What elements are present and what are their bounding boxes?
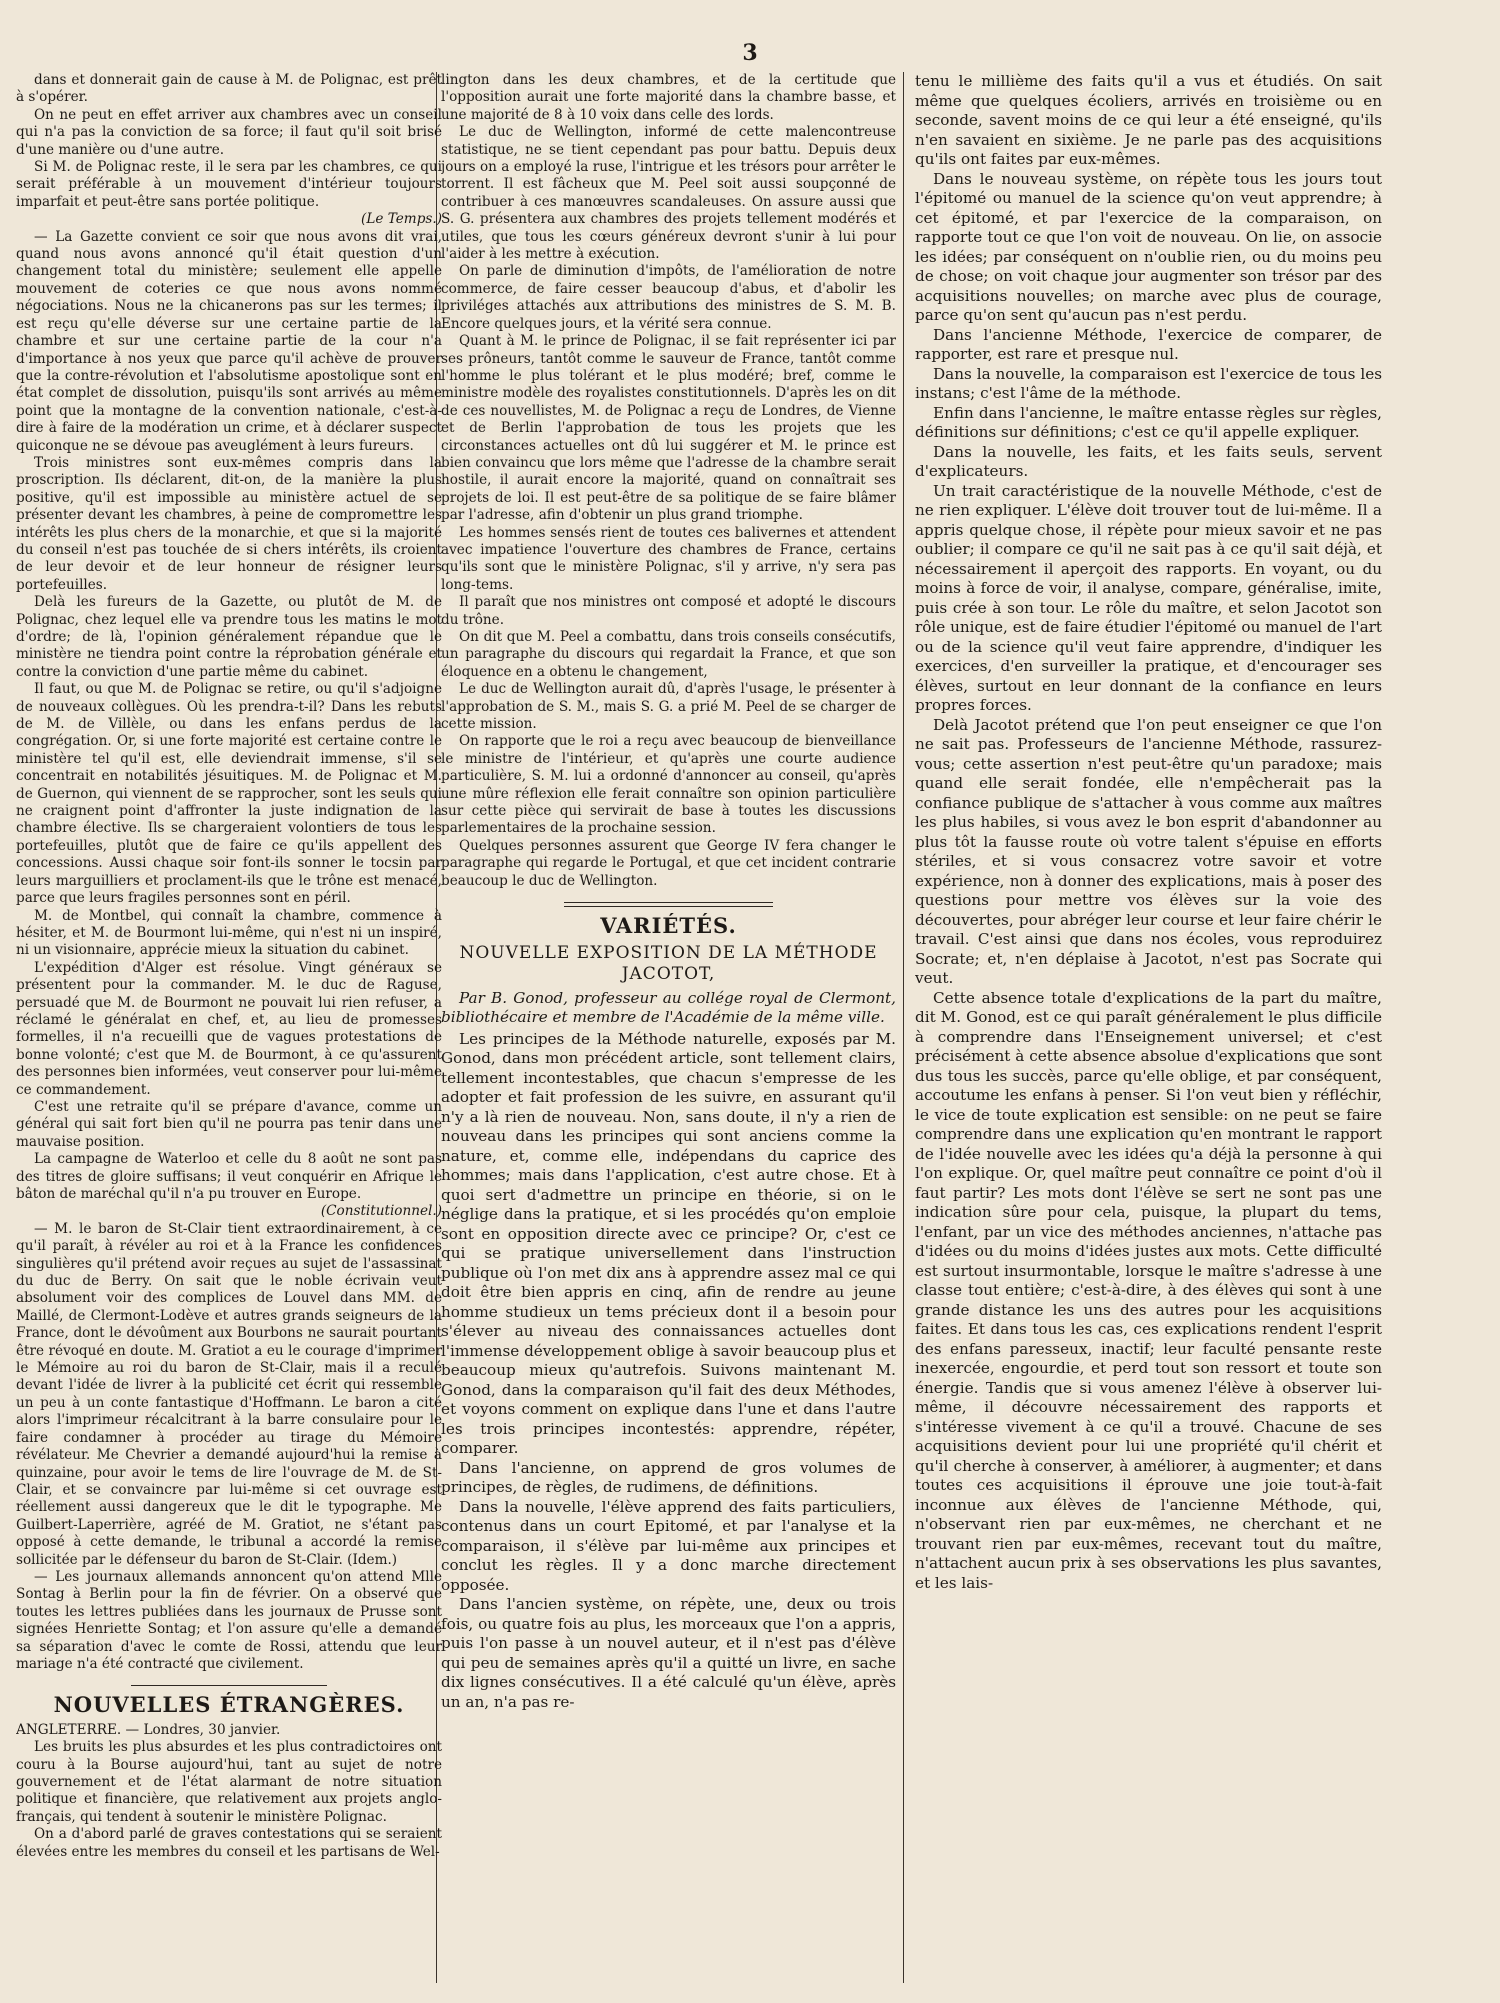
paragraph: Les hommes sensés rient de toutes ces balivernes et attendent avec impatience l'ouverture des chambres de France, certains qu'ils sont que le ministère Polignac, s'il y arrive, n'y sera pas long-tems. (441, 524, 896, 593)
paragraph: lington dans les deux chambres, et de la certitude que l'opposition aurait une forte majorité dans la chambre basse, et une majorité de 8 à 10 voix dans celle des lords. (441, 72, 896, 123)
paragraph: On a d'abord parlé de graves contestations qui se seraient élevées entre les membres du conseil et les partisans de Wel- (16, 1826, 442, 1860)
paragraph: — M. le baron de St-Clair tient extraordinairement, à ce qu'il paraît, à révéler au roi et à la France les confidences singulières qu'il prétend avoir reçues au sujet de l'assassinat du duc de Berry. On sait que le noble écrivain veut absolument voir des complices de Louvel dans MM. de Maillé, de Clermont-Lodève et autres grands seigneurs de la France, dont le dévoûment aux Bourbons ne saurait pourtant être révoqué en doute. M. Gratiot a eu le courage d'imprimer le Mémoire au roi du baron de St-Clair, mais il a reculé devant l'idée de livrer à la publicité cet écrit qui ressemble un peu à un conte fantastique d'Hoffmann. Le baron a cité alors l'imprimeur récalcitrant à la barre consulaire pour le faire condamner à procéder au tirage du Mémoire révélateur. Me Chevrier a demandé aujourd'hui la remise à quinzaine, pour avoir le tems de lire l'ouvrage de M. de St-Clair, et se convaincre par lui-même si cet ouvrage est réellement aussi dangereux que le dit le typographe. Me Guilbert-Laperrière, agréé de M. Gratiot, ne s'étant pas opposé à cette demande, le tribunal a accordé la remise sollicitée par le défenseur du baron de St-Clair. (Idem.) (16, 1220, 442, 1568)
paragraph: Quant à M. le prince de Polignac, il se fait représenter ici par ses prôneurs, tantôt comme le sauveur de France, tantôt comme l'homme le plus tolérant et le plus modéré; bref, comme le ministre modèle des royalistes constitutionnels. D'après les on dit de ces nouvellistes, M. de Polignac a reçu de Londres, de Vienne et de Berlin l'approbation de tous les projets que les circonstances actuelles ont dû lui suggérer et M. le prince est bien convaincu que lors même que l'adresse de la chambre serait hostile, il aurait encore la majorité, quand on connaîtrait ses projets de loi. Il est peut-être de sa politique de se faire blâmer par l'adresse, afin d'obtenir un plus grand triomphe. (441, 333, 896, 524)
section-heading-foreign-news: NOUVELLES ÉTRANGÈRES. (53, 1692, 405, 1718)
paragraph: Dans la nouvelle, l'élève apprend des faits particuliers, contenus dans un court Epitomé, et par l'analyse et la comparaison, il s'élève par lui-même aux principes et conclut les règles. Il y a donc marche directement opposée. (441, 1497, 896, 1594)
paragraph: Dans l'ancienne, on apprend de gros volumes de principes, de règles, de rudimens, de définitions. (441, 1458, 896, 1496)
section-heading-varietes: VARIÉTÉS. (600, 913, 737, 939)
paragraph: Delà les fureurs de la Gazette, ou plutôt de M. de Polignac, chez lequel elle va prendre tous les matins le mot d'ordre; de là, l'opinion généralement répandue que le ministère ne tiendra point contre la réprobation générale et contre la conviction d'une partie même du cabinet. (16, 594, 442, 680)
paragraph: — La Gazette convient ce soir que nous avons dit vrai, quand nous avons annoncé qu'il était question d'un changement total du ministère; seulement elle appelle mouvement de coteries ce que nous avons nommé négociations. Nous ne la chicanerons pas sur les termes; il est reçu qu'elle déverse sur une certaine partie de la chambre et sur une certaine partie de la cour n'a d'importance à nos yeux que parce qu'il achève de prouver que la contre-révolution et l'absolutisme apostolique sont en état complet de dissolution, puisqu'ils sont arrivés au même point que la montagne de la convention nationale, c'est-à-dire à faire de la modération un crime, et à déclarer suspect quiconque ne se dévoue pas aveuglément à leurs fureurs. (16, 228, 442, 454)
article-title: NOUVELLE EXPOSITION DE LA MÉTHODE JACOTOT, (459, 942, 878, 984)
column-right (915, 72, 1382, 1983)
source-citation: (Le Temps.) (361, 211, 442, 228)
paragraph: dans et donnerait gain de cause à M. de Polignac, est prêt à s'opérer. (16, 72, 442, 106)
paragraph: Un trait caractéristique de la nouvelle Méthode, c'est de ne rien expliquer. L'élève doit trouver tout de lui-même. Il a appris quelque chose, il répète pour mieux savoir et ne pas oublier; il compare ce qu'il ne sait pas à ce qu'il sait déjà, et nécessairement il aperçoit des rapports. En voyant, ou du moins à force de voir, il analyse, compare, généralise, imite, puis crée à son tour. Le rôle du maître, et selon Jacotot son rôle unique, est de faire étudier l'épitomé ou manuel de l'art ou de la science qu'il veut faire apprendre, d'indiquer les exercices, d'en surveiller la pratique, et d'encourager ses élèves, surtout en leur donnant de la confiance en leurs propres forces. (915, 481, 1382, 714)
paragraph: Enfin dans l'ancienne, le maître entasse règles sur règles, définitions sur définitions; c'est ce qu'il appelle expliquer. (915, 403, 1382, 441)
paragraph: Dans l'ancien système, on répète, une, deux ou trois fois, ou quatre fois au plus, les morceaux que l'on a appris, puis l'on passe à un nouvel auteur, et il n'est pas d'élève qui peu de semaines après qu'il a quitté un livre, en sache dix lignes consécutives. Il a été calculé qu'un élève, après un an, n'a pas re- (441, 1595, 896, 1711)
paragraph: Le duc de Wellington, informé de cette malencontreuse statistique, ne se tient cependant pas pour battu. Depuis deux jours on a employé la ruse, l'intrigue et les trésors pour arrêter le torrent. Il est fâcheux que M. Peel soit aussi soupçonné de contribuer à ces manœuvres scandaleuses. On assure aussi que S. G. présentera aux chambres des projets tellement modérés et utiles, que tous les cœurs généreux devront s'unir à lui pour l'aider à les mettre à exécution. (441, 124, 896, 263)
article-byline: Par B. Gonod, professeur au collége royal de Clermont, bibliothécaire et membre de l'Académie de la même ville. (441, 988, 896, 1026)
paragraph: Il faut, ou que M. de Polignac se retire, ou qu'il s'adjoigne de nouveaux collègues. Où les prendra-t-il? Dans les rebuts de M. de Villèle, ou dans les enfans perdus de la congrégation. Or, si une forte majorité est certaine contre le ministère tel qu'il est, elle deviendrait immense, s'il se concentrait en notabilités jésuitiques. M. de Polignac et M. de Guernon, qui viennent de se rapprocher, sont les seuls qui ne craignent point d'affronter la juste indignation de la chambre élective. Ils se chargeraient volontiers de tous les portefeuilles, plutôt que de faire ce qu'ils appellent des concessions. Aussi chaque soir font-ils sonner le tocsin par leurs marguilliers et proclament-ils que le trône est menacé, parce que leurs fragiles personnes sont en péril. (16, 681, 442, 907)
paragraph: Il paraît que nos ministres ont composé et adopté le discours du trône. (441, 594, 896, 628)
column-left (16, 72, 442, 1983)
article-body (441, 1030, 896, 1713)
paragraph: On rapporte que le roi a reçu avec beaucoup de bienveillance le ministre de l'intérieur, et qu'après une courte audience particulière, S. M. lui a ordonné d'annoncer au conseil, qu'après une mûre réflexion elle ferait connaître son opinion particulière sur cette pièce qui servirait de base à toutes les discussions parlementaires de la prochaine session. (441, 733, 896, 837)
paragraph: La campagne de Waterloo et celle du 8 août ne sont pas des titres de gloire suffisans; il veut conquérir en Afrique le bâton de maréchal qu'il n'a pu trouver en Europe. (16, 1151, 442, 1202)
paragraph: Trois ministres sont eux-mêmes compris dans la proscription. Ils déclarent, dit-on, de la manière la plus positive, qu'il est impossible au ministère actuel de se présenter devant les chambres, à peine de compromettre les intérêts les plus chers de la monarchie, et que si la majorité du conseil n'est pas touchée de si chers intérêts, ils croient de leur devoir et de leur honneur de résigner leurs portefeuilles. (16, 454, 442, 593)
paragraph: Cette absence totale d'explications de la part du maître, dit M. Gonod, est ce qui paraît généralement le plus difficile à comprendre dans l'Enseignement universel; et c'est précisément à cette absence absolue d'explications que sont dus tous les succès, parce qu'elle oblige, et par conséquent, accoutume les enfans à penser. Si l'on veut bien y réfléchir, le vice de toute explication est sensible: on ne peut se faire comprendre dans une explication qu'en montrant le rapport de l'idée nouvelle avec les idées qu'a déjà la personne à qui l'on explique. Or, quel maître peut connaître ce point d'où il faut partir? Les mots dont l'élève se sert ne sont pas une indication sûre pour cela, puisque, la plupart du tems, l'enfant, par un vice des méthodes anciennes, n'attache pas d'idées ou du moins d'idées justes aux mots. Cette difficulté est surtout insurmontable, lorsque le maître s'adresse à une classe tout entière; c'est-à-dire, à des élèves qui sont à une grande distance les uns des autres pour les acquisitions faites. Et dans tous les cas, ces explications rendent l'esprit des enfans paresseux, inactif; leur faculté pensante reste inexercée, engourdie, et perd tout son ressort et toute son énergie. Tandis que si vous amenez l'élève à observer lui-même, il découvre nécessairement des rapports et s'intéresse vivement à ce qu'il a trouvé. Chacune de ses acquisitions devient pour lui une propriété qu'il chérit et qu'il cherche à conserver, à améliorer, à augmenter; et dans toutes ces acquisitions il éprouve une joie tout-à-fait inconnue aux élèves de l'ancienne Méthode, qui, n'observant rien par eux-mêmes, ne cherchant et ne trouvant rien par eux-mêmes, recevant tout du maître, n'attachent aucun prix à ses observations les plus savantes, et les lais- (915, 988, 1382, 1592)
paragraph: M. de Montbel, qui connaît la chambre, commence à hésiter, et M. de Bourmont lui-même, qui n'est ni un inspiré, ni un visionnaire, apprécie mieux la situation du cabinet. (16, 907, 442, 959)
paragraph: Dans le nouveau système, on répète tous les jours tout l'épitomé ou manuel de la science qu'on veut apprendre; à cet épitomé, et par l'exercice de la comparaison, on rapporte tout ce que l'on voit de nouveau. On lie, on associe les idées; par conséquent on n'oublie rien, ou du moins peu de chose; on voit chaque jour augmenter son trésor par des acquisitions nouvelles; on marche avec plus de courage, parce qu'on sent qu'aucun pas n'est perdu. (915, 169, 1382, 324)
paragraph: Dans la nouvelle, les faits, et les faits seuls, servent d'explicateurs. (915, 442, 1382, 480)
paragraph: tenu le millième des faits qu'il a vus et étudiés. On sait même que quelques écoliers, arrivés en troisième ou en seconde, savent moins de ce qui leur a été enseigné, qu'ils n'en savaient en sixième. Je ne parle pas des acquisitions qu'ils ont faites par eux-mêmes. (915, 72, 1382, 168)
column-divider-right (903, 72, 904, 1983)
paragraph: Quelques personnes assurent que George IV fera changer le paragraphe qui regarde le Portugal, et que cet incident contrarie beaucoup le duc de Wellington. (441, 837, 896, 889)
paragraph: — Les journaux allemands annoncent qu'on attend Mlle Sontag à Berlin pour la fin de février. On a observé que toutes les lettres publiées dans les journaux de Prusse sont signées Henriette Sontag; et l'on assure qu'elle a demandé sa séparation d'avec le comte de Rossi, attendu que leur mariage n'a été contracté que civilement. (16, 1568, 442, 1672)
section-rule (131, 1685, 327, 1686)
paragraph: Si M. de Polignac reste, il le sera par les chambres, ce qui serait préférable à un mouvement d'intérieur toujours imparfait et peut-être sans portée politique. (16, 159, 442, 210)
dateline: ANGLETERRE. — Londres, 30 janvier. (16, 1721, 281, 1738)
column-middle (441, 72, 896, 1983)
paragraph: L'expédition d'Alger est résolue. Vingt généraux se présentent pour la commander. M. le duc de Raguse, persuadé que M. de Bourmont ne pouvait lui rien refuser, a réclamé le généralat en chef, et, au lieu de promesses formelles, il n'a recueilli que de vagues protestations de bonne volonté; c'est que M. de Bourmont, à ce qu'assurent des personnes bien informées, veut conserver pour lui-même ce commandement. (16, 959, 442, 1098)
paragraph: Le duc de Wellington aurait dû, d'après l'usage, le présenter à l'approbation de S. M., mais S. G. a prié M. Peel de se charger de cette mission. (441, 681, 896, 733)
paragraph: On ne peut en effet arriver aux chambres avec un conseil qui n'a pas la conviction de sa force; il faut qu'il soit brisé d'une manière ou d'une autre. (16, 106, 442, 158)
paragraph: Les bruits les plus absurdes et les plus contradictoires ont couru à la Bourse aujourd'hui, tant au sujet de notre gouvernement et de l'état alarmant de notre situation politique et financière, que relativement aux projets anglo-français, qui tendent à soutenir le ministère Polignac. (16, 1739, 442, 1825)
source-citation: (Constitutionnel.) (320, 1203, 442, 1220)
paragraph: Dans la nouvelle, la comparaison est l'exercice de tous les instans; c'est l'âme de la méthode. (915, 364, 1382, 402)
paragraph: Dans l'ancienne Méthode, l'exercice de comparer, de rapporter, est rare et presque nul. (915, 325, 1382, 363)
paragraph: C'est une retraite qu'il se prépare d'avance, comme un général qui sait fort bien qu'il ne pourra pas tenir dans une mauvaise position. (16, 1098, 442, 1150)
paragraph: On dit que M. Peel a combattu, dans trois conseils consécutifs, un paragraphe du discours qui regardait la France, et que son éloquence en a obtenu le changement, (441, 629, 896, 680)
section-rule (564, 902, 773, 907)
paragraph: Delà Jacotot prétend que l'on peut enseigner ce que l'on ne sait pas. Professeurs de l'ancienne Méthode, rassurez-vous; cette assertion n'est peut-être qu'un paradoxe; mais quand elle serait fondée, elle n'empêcherait pas la confiance publique de s'attacher à vous comme aux maîtres les plus habiles, si vous avez le bon esprit d'abandonner au plus tôt la fausse route où votre talent s'épuise en efforts stériles, et si vous consacrez votre savoir et votre expérience, non à donner des explications, mais à poser des questions pour mettre vos élèves sur la voie des découvertes, pour abréger leur course et leur faire chérir le travail. C'est ainsi que dans nos écoles, vous reproduirez Socrate; et, n'en déplaise à Jacotot, n'est pas Socrate qui veut. (915, 715, 1382, 987)
page-number: 3 (742, 40, 758, 66)
paragraph: Les principes de la Méthode naturelle, exposés par M. Gonod, dans mon précédent article, sont tellement clairs, tellement incontestables, que chacun s'empresse de les adopter et fait profession de les suivre, en assurant qu'il n'y a là rien de nouveau. Non, sans doute, il n'y a rien de nouveau dans les principes qui sont anciens comme la nature, et, comme elle, indépendans du caprice des hommes; mais dans l'application, c'est autre chose. Et à quoi sert d'admettre un principe en théorie, si on le néglige dans la pratique, et si les procédés qu'on emploie sont en opposition directe avec ce principe? Or, c'est ce qui se pratique universellement dans l'instruction publique où l'on met dix ans à apprendre assez mal ce qui doit être bien appris en cinq, afin de rendre au jeune homme studieux un tems précieux dont il a besoin pour s'élever au niveau des connaissances actuelles dont l'immense développement oblige à savoir beaucoup plus et beaucoup mieux qu'autrefois. Suivons maintenant M. Gonod, dans la comparaison qu'il fait des deux Méthodes, et voyons comment on explique dans l'une et dans l'autre les trois principes incontestés: apprendre, répéter, comparer. (441, 1029, 896, 1457)
paragraph: On parle de diminution d'impôts, de l'amélioration de notre commerce, de faire cesser beaucoup d'abus, et d'abolir les priviléges attachés aux attributions des ministres de S. M. B. Encore quelques jours, et la vérité sera connue. (441, 263, 896, 332)
